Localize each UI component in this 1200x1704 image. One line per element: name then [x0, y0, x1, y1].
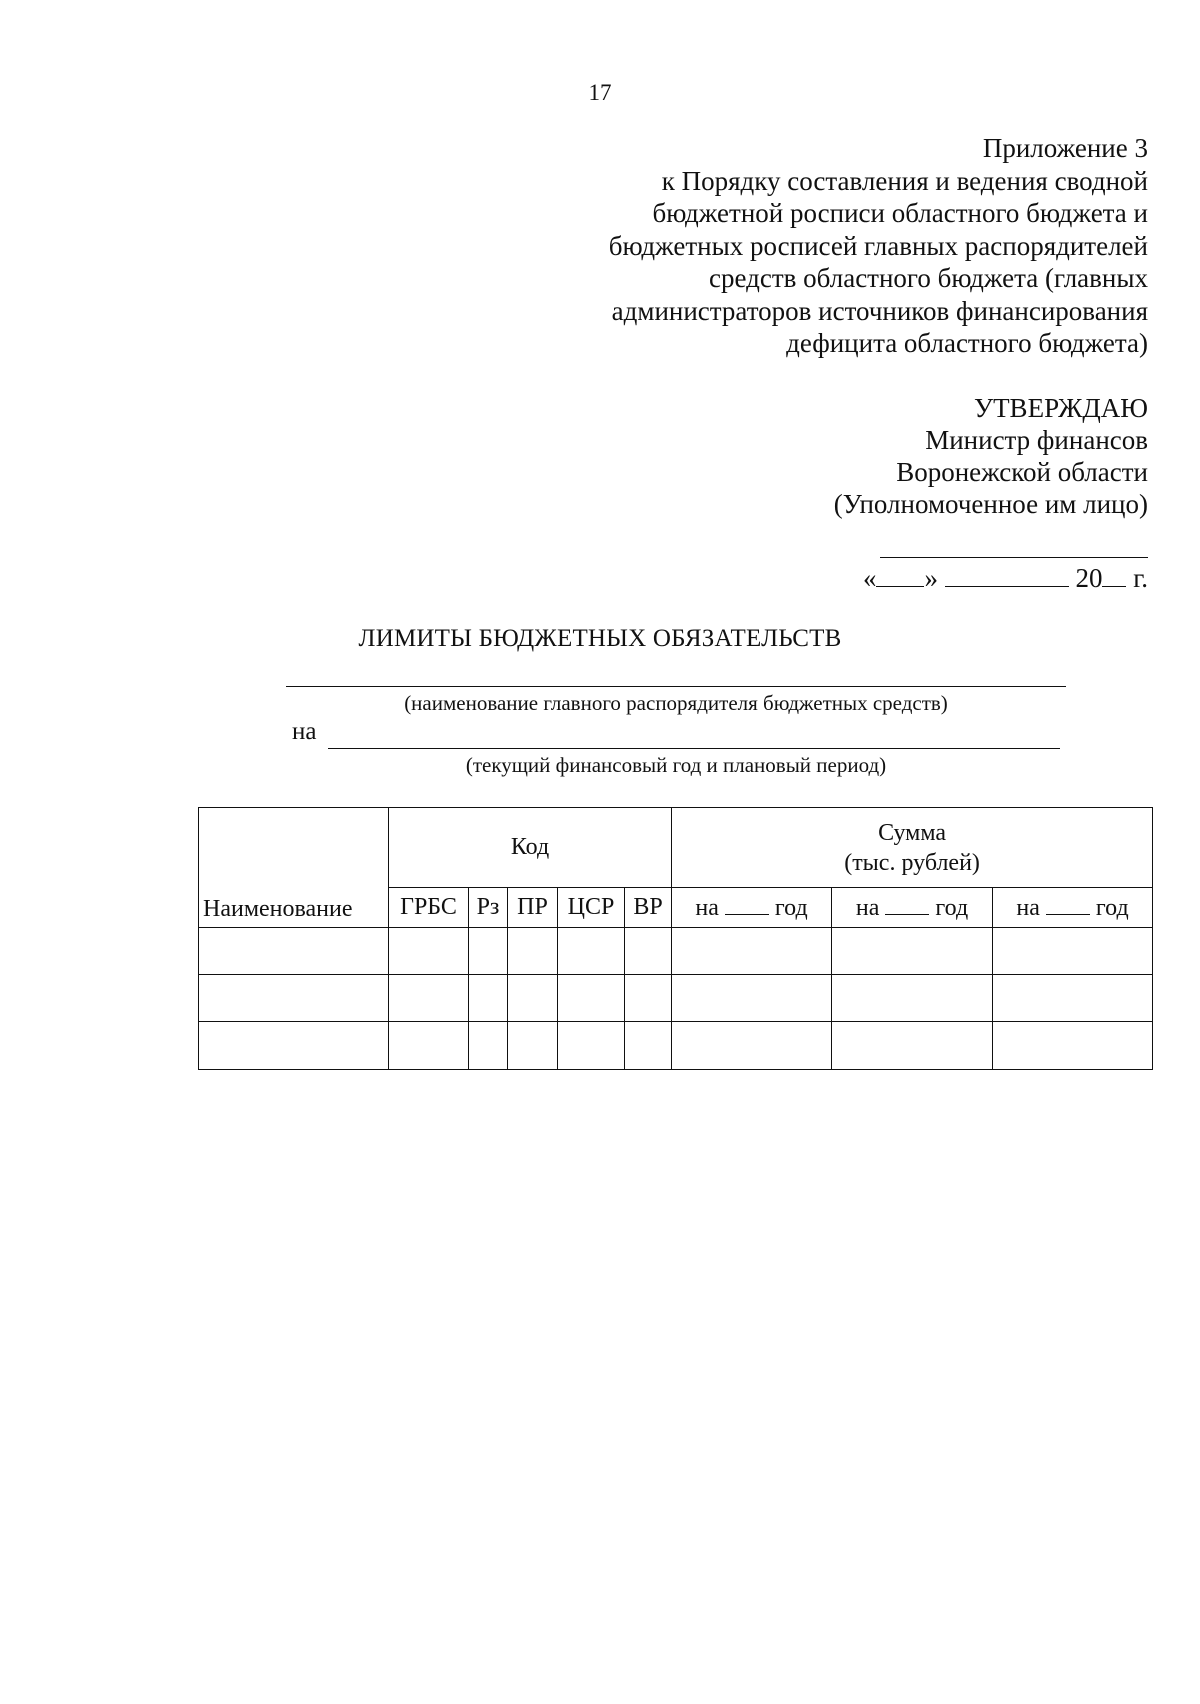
year-blank: [885, 894, 929, 915]
table-cell: [508, 928, 558, 975]
table-cell: [993, 975, 1153, 1022]
appendix-reference: [448, 132, 1148, 360]
approval-line: Министр финансов: [925, 425, 1148, 455]
table-cell: [672, 1022, 832, 1070]
table-cell: [199, 975, 389, 1022]
year-blank: [1046, 894, 1090, 915]
table-cell: [389, 975, 469, 1022]
appendix-line: к Порядку составления и ведения сводной: [661, 165, 1148, 196]
table-cell: [993, 928, 1153, 975]
year-prefix: 20: [1075, 563, 1103, 593]
year-blank: [725, 894, 769, 915]
year-header-3: [993, 888, 1153, 928]
year-blank: [1102, 562, 1126, 587]
table-cell: [625, 1022, 672, 1070]
signature-line: [880, 557, 1148, 558]
document-title: ЛИМИТЫ БЮДЖЕТНЫХ ОБЯЗАТЕЛЬСТВ: [358, 625, 842, 652]
table-header-row: [199, 808, 1153, 888]
year-suffix: год: [774, 894, 808, 921]
table-cell: [199, 928, 389, 975]
approval-heading: УТВЕРЖДАЮ: [973, 393, 1148, 423]
table-cell: [832, 1022, 993, 1070]
table-cell: [625, 975, 672, 1022]
year-suffix: год: [1095, 894, 1129, 921]
period-line: [328, 748, 1060, 749]
approval-block: [548, 392, 1148, 520]
appendix-line: администраторов источников финансирования: [611, 295, 1148, 326]
code-header-csr: ЦСР: [558, 888, 625, 928]
year-prefix: на: [1016, 894, 1040, 921]
code-header-vr: ВР: [625, 888, 672, 928]
table-cell: [558, 975, 625, 1022]
approval-line: Воронежской области: [896, 457, 1148, 487]
table-cell: [832, 928, 993, 975]
year-header-2: [832, 888, 993, 928]
period-caption: (текущий финансовый год и плановый период): [465, 753, 887, 777]
year-prefix: на: [695, 894, 719, 921]
sum-column-header: [672, 808, 1153, 888]
org-name-caption: (наименование главного распорядителя бюджетных средств): [404, 691, 948, 715]
table-cell: [469, 928, 508, 975]
date-open-quote: «: [862, 563, 877, 593]
date-close-quote: »: [924, 563, 938, 593]
table-cell: [469, 975, 508, 1022]
name-column-header: Наименование: [199, 808, 389, 928]
year-prefix: на: [855, 894, 880, 921]
approval-line: (Уполномоченное им лицо): [833, 489, 1148, 519]
appendix-line: бюджетных росписей главных распорядителей: [608, 230, 1148, 261]
year-header-1: [672, 888, 832, 928]
table-cell: [625, 928, 672, 975]
appendix-line: бюджетной росписи областного бюджета и: [652, 198, 1148, 228]
period-label: на: [292, 718, 317, 745]
table-row: [199, 1022, 1153, 1070]
appendix-line: средств областного бюджета (главных: [709, 263, 1148, 293]
month-blank: [945, 562, 1069, 587]
page-number: 17: [588, 80, 612, 105]
table-cell: [832, 975, 993, 1022]
table-cell: [508, 1022, 558, 1070]
table-cell: [993, 1022, 1153, 1070]
sum-header-title: Сумма: [878, 819, 947, 846]
table-cell: [558, 1022, 625, 1070]
table-cell: [469, 1022, 508, 1070]
sum-header-unit: (тыс. рублей): [844, 849, 980, 876]
code-header-grbs: ГРБС: [389, 888, 469, 928]
appendix-line: дефицита областного бюджета): [786, 328, 1148, 358]
year-suffix: г.: [1133, 563, 1148, 593]
table-cell: [199, 1022, 389, 1070]
appendix-line: Приложение 3: [982, 133, 1148, 163]
code-column-header: Код: [389, 808, 672, 888]
limits-table: [198, 807, 1153, 1070]
table-cell: [672, 928, 832, 975]
table-cell: [672, 975, 832, 1022]
approval-date: [863, 562, 1148, 594]
table-cell: [558, 928, 625, 975]
table-row: [199, 928, 1153, 975]
code-header-rz: Рз: [469, 888, 508, 928]
table-cell: [389, 1022, 469, 1070]
year-suffix: год: [935, 894, 969, 921]
day-blank: [876, 562, 924, 587]
code-header-pr: ПР: [508, 888, 558, 928]
table-cell: [508, 975, 558, 1022]
table-cell: [389, 928, 469, 975]
table-row: [199, 975, 1153, 1022]
org-name-line: [286, 686, 1066, 687]
